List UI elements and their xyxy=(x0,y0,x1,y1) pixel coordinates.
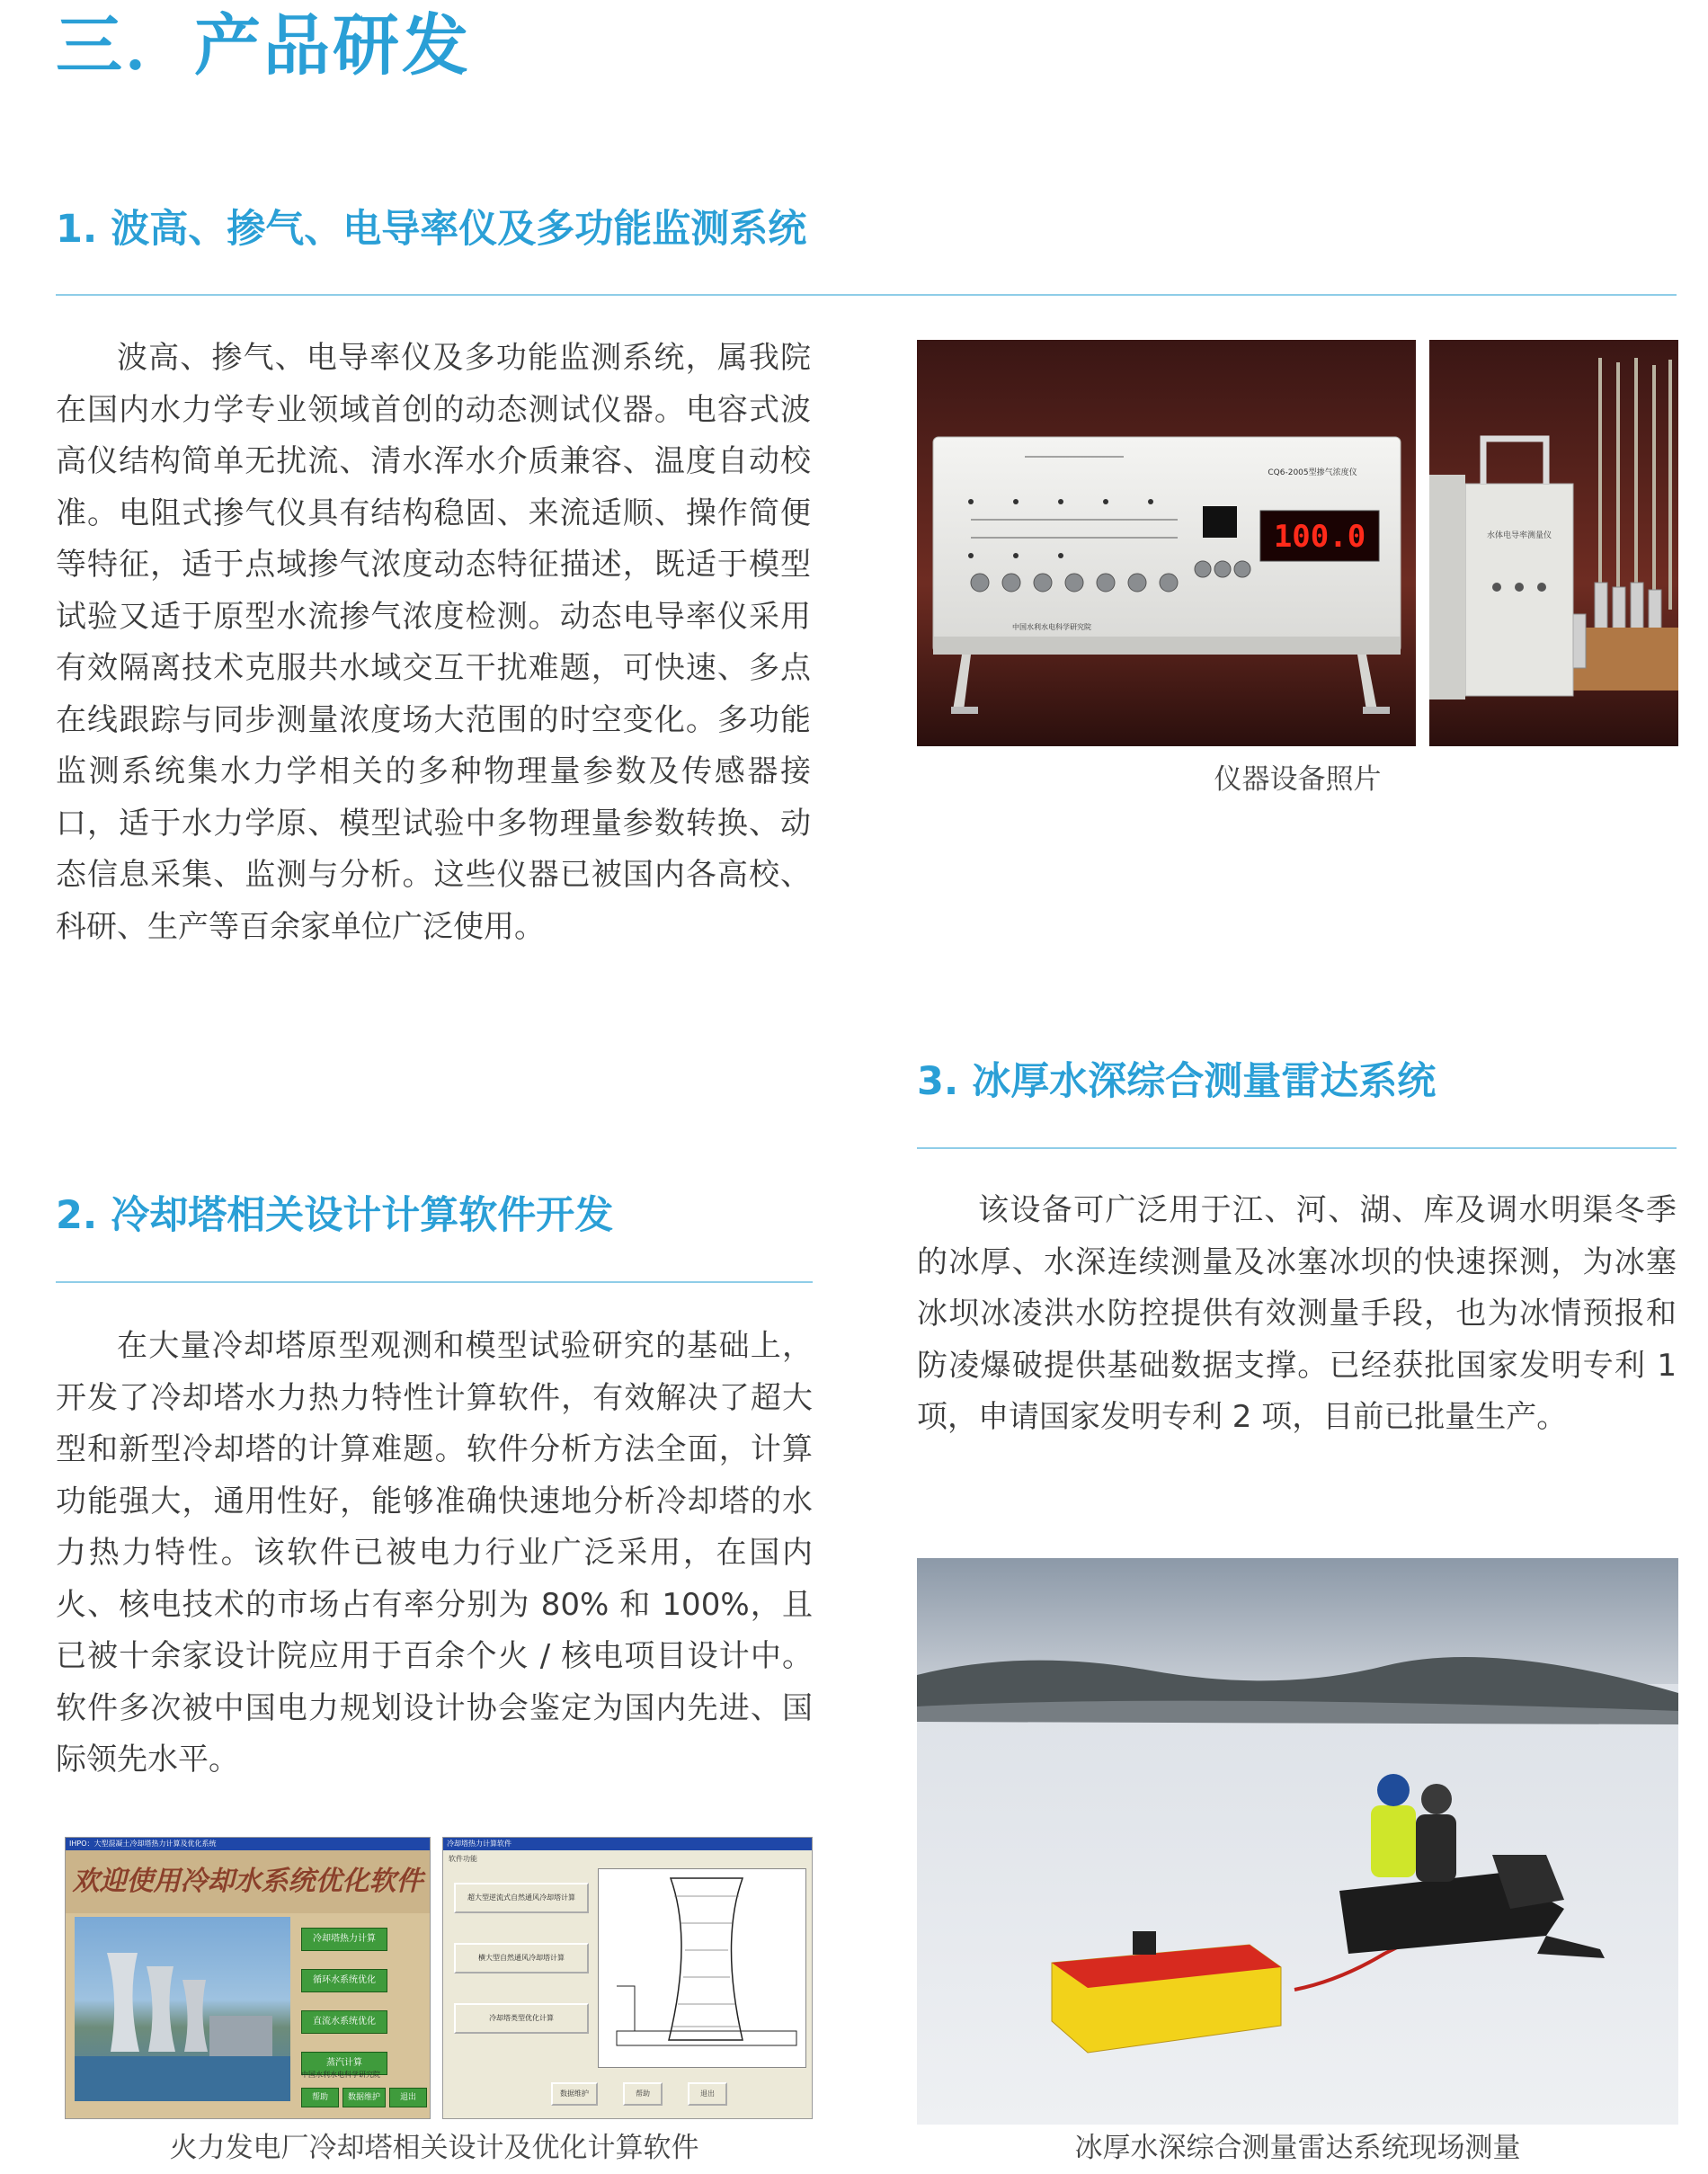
instrument-panel-label: CQ6-2005型掺气浓度仪 xyxy=(1268,468,1357,477)
instrument-maker-label: 中国水利水电科学研究院 xyxy=(1012,623,1091,631)
calc-large-tower-button[interactable]: 超大型逆流式自然通风冷却塔计算 xyxy=(454,1883,589,1913)
power-plant-svg xyxy=(75,1917,290,2101)
software-tower-section-label: 软件功能 xyxy=(449,1855,477,1863)
instrument-photo-main xyxy=(917,340,1416,746)
calc-cross-tower-button[interactable]: 横大型自然通风冷却塔计算 xyxy=(454,1943,589,1974)
tower-drawing-svg xyxy=(599,1869,805,2067)
software-org-label: 中国水利水电科学研究院 xyxy=(301,2071,380,2079)
radar-field-photo-svg xyxy=(917,1558,1678,2125)
power-plant-picture xyxy=(75,1917,290,2101)
software-main-banner: 欢迎使用冷却水系统优化软件 xyxy=(66,1850,430,1913)
section2-body: 在大量冷却塔原型观测和模型试验研究的基础上，开发了冷却塔水力热力特性计算软件，有效解决了超大型和新型冷却塔的计算难题。软件分析方法全面，计算功能强大，通用性好，能够准确快速地分析冷却塔的水力热力特性。该软件已被电力行业广泛采用，在国内火、核电技术的市场占有率分别为 80% 和 100%，且已被十余家设计院应用于百余个火 / 核电项目设计中。软件多次被中国电力规划设计协会鉴定为国内先进、国际领先水平。 xyxy=(56,1328,813,1778)
tower-data-button[interactable]: 数据维护 xyxy=(551,2082,598,2106)
tower-exit-button[interactable]: 退出 xyxy=(688,2082,727,2106)
menu-heat-calc-button[interactable]: 冷却塔热力计算 xyxy=(301,1928,387,1951)
section2-title: 2. 冷却塔相关设计计算软件开发 xyxy=(56,1193,614,1238)
software-main-bottom-bar xyxy=(301,2088,427,2107)
software-main-titlebar: IHPO：大型混凝土冷却塔热力计算及优化系统 xyxy=(66,1838,430,1850)
menu-steam-calc-button[interactable]: 蒸汽计算 xyxy=(301,2052,387,2075)
menu-direct-flow-opt-button[interactable]: 直流水系统优化 xyxy=(301,2010,387,2034)
section3-title: 3. 冰厚水深综合测量雷达系统 xyxy=(917,1059,1437,1104)
software-tower-titlebar: 冷却塔热力计算软件 xyxy=(443,1838,812,1850)
section3-body: 该设备可广泛用于江、河、湖、库及调水明渠冬季的冰厚、水深连续测量及冰塞冰坝的快速探测，为冰塞冰坝冰凌洪水防控提供有效测量手段，也为冰情预报和防凌爆破提供基础数据支撑。已经获批国家发明专利 1 项，申请国家发明专利 2 项，目前已批量生产。 xyxy=(917,1192,1677,1435)
section1-photo-caption: 仪器设备照片 xyxy=(1214,763,1382,796)
software-tower-buttons xyxy=(454,1883,589,2034)
section3-photo-caption: 冰厚水深综合测量雷达系统现场测量 xyxy=(1074,2132,1521,2164)
instrument-photo-main-svg xyxy=(917,340,1416,746)
tower-help-button[interactable]: 帮助 xyxy=(623,2082,663,2106)
section1-body: 波高、掺气、电导率仪及多功能监测系统，属我院在国内水力学专业领域首创的动态测试仪器。电容式波高仪结构简单无扰流、清水浑水介质兼容、温度自动校准。电阻式掺气仪具有结构稳固、来流适顺、操作简便等特征，适于点域掺气浓度动态特征描述，既适于模型试验又适于原型水流掺气浓度检测。动态电导率仪采用有效隔离技术克服共水域交互干扰难题，可快速、多点在线跟踪与同步测量浓度场大范围的时空变化。多功能监测系统集水力学相关的多种物理量参数及传感器接口，适于水力学原、模型试验中多物理量参数转换、动态信息采集、监测与分析。这些仪器已被国内各高校、科研、生产等百余家单位广泛使用。 xyxy=(56,340,811,945)
instrument-photo-side-svg xyxy=(1429,340,1678,746)
box-label: 水体电导率测量仪 xyxy=(1486,531,1552,540)
software-screenshot-tower xyxy=(442,1837,813,2119)
led-readout: 100.0 xyxy=(1273,519,1366,555)
tower-drawing xyxy=(598,1868,806,2068)
section1-divider xyxy=(56,294,1677,296)
software-main-menu xyxy=(301,1928,387,2075)
instrument-photo-side xyxy=(1429,340,1678,746)
menu-circulating-opt-button[interactable]: 循环水系统优化 xyxy=(301,1969,387,1992)
section3-divider xyxy=(917,1147,1677,1149)
help-button[interactable]: 帮助 xyxy=(301,2088,339,2107)
page-title: 三．产品研发 xyxy=(56,7,471,85)
software-tower-bottom-bar xyxy=(551,2082,727,2106)
tower-type-opt-button[interactable]: 冷却塔类型优化计算 xyxy=(454,2003,589,2034)
section1-title: 1. 波高、掺气、电导率仪及多功能监测系统 xyxy=(56,207,807,252)
section2-photo-caption: 火力发电厂冷却塔相关设计及优化计算软件 xyxy=(169,2132,699,2164)
radar-field-photo xyxy=(917,1558,1678,2125)
exit-button[interactable]: 退出 xyxy=(389,2088,427,2107)
section2-divider xyxy=(56,1281,813,1283)
software-screenshot-main xyxy=(65,1837,431,2119)
data-maintenance-button[interactable]: 数据维护 xyxy=(342,2088,386,2107)
